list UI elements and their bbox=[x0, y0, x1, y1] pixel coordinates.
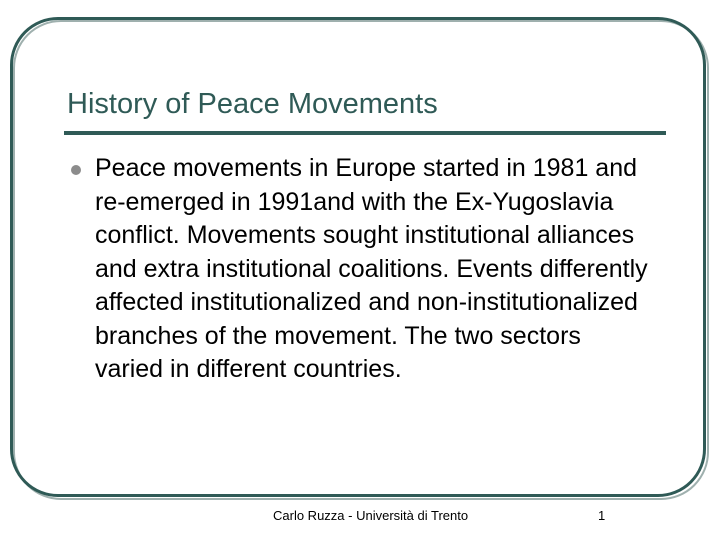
bullet-text: Peace movements in Europe started in 1981 and re-emerged in 1991and with the Ex-Yugoslavia conflict. Movements sought institutional alliances and extra institutional coalitions. Events differently affected institutionalized and non-institutionalized branches of the movement. The two sectors varied in different countries. bbox=[95, 154, 648, 383]
slide-title: History of Peace Movements bbox=[67, 88, 438, 120]
slide-footer: Carlo Ruzza - Università di Trento bbox=[273, 508, 469, 523]
bullet-dot-icon bbox=[71, 165, 81, 175]
title-divider bbox=[64, 131, 666, 135]
page-number: 1 bbox=[598, 508, 606, 523]
